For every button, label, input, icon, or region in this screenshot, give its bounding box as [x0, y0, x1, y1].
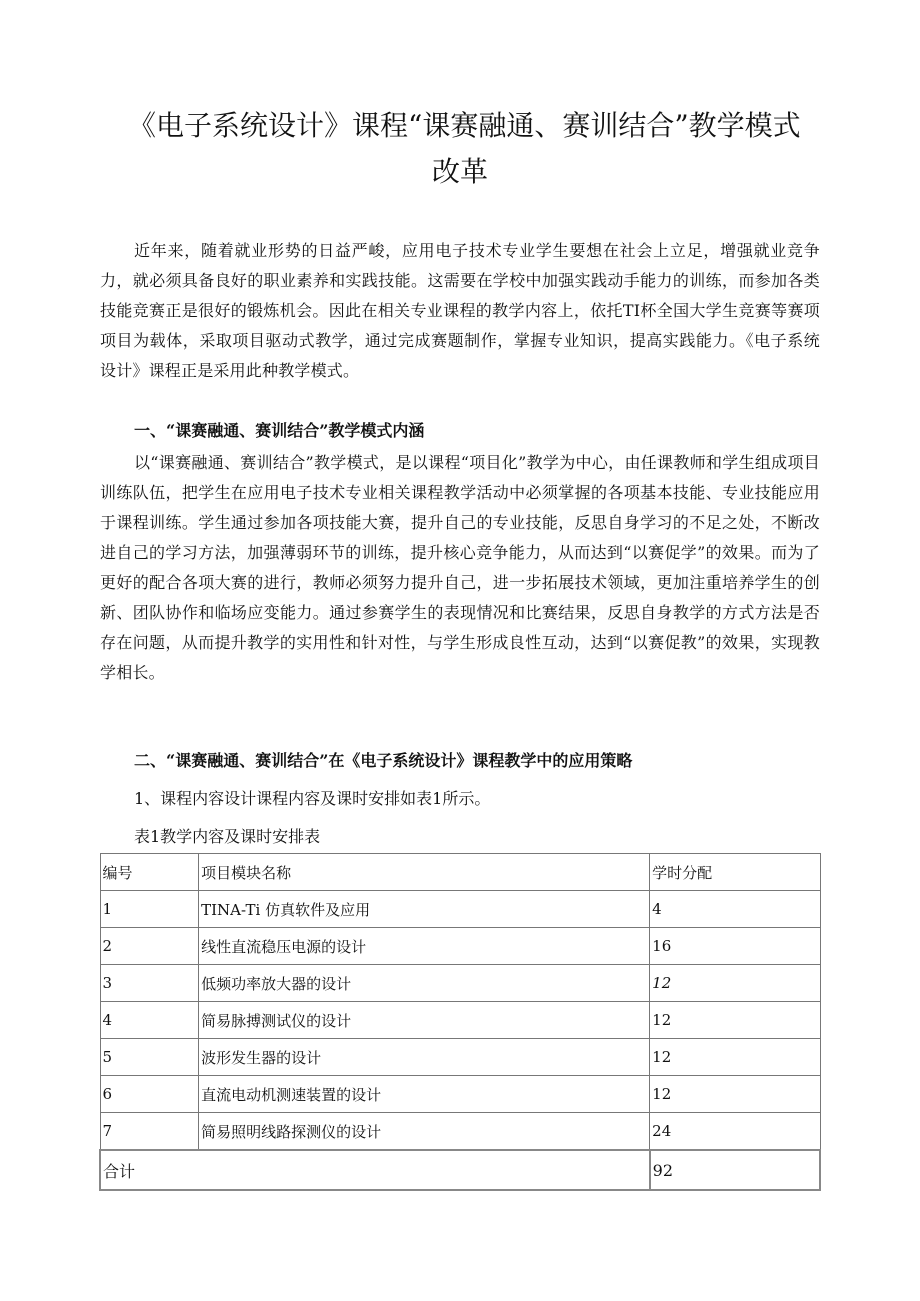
- table-header-row: [100, 854, 820, 891]
- header-hours: 学时分配: [650, 854, 820, 891]
- row-hours: 4: [650, 891, 820, 928]
- row-module-name: 低频功率放大器的设计: [199, 965, 650, 1002]
- table-total-row: [100, 1150, 820, 1190]
- row-number: 5: [100, 1039, 199, 1076]
- header-number: 编号: [100, 854, 199, 891]
- row-hours: 12: [650, 1076, 820, 1113]
- course-design-line: 1、课程内容设计课程内容及课时安排如表1所示。: [134, 789, 491, 808]
- row-module-name: 简易脉搏测试仪的设计: [199, 1002, 650, 1039]
- table-caption: 表1教学内容及课时安排表: [134, 827, 321, 846]
- row-number: 6: [100, 1076, 199, 1113]
- table-row: [100, 1076, 820, 1113]
- row-hours: 12: [650, 1039, 820, 1076]
- row-hours: 12: [650, 965, 820, 1002]
- row-number: 3: [100, 965, 199, 1002]
- row-hours: 12: [650, 1002, 820, 1039]
- intro-paragraph: 近年来，随着就业形势的日益严峻，应用电子技术专业学生要想在社会上立足，增强就业竞争力，就必须具备良好的职业素养和实践技能。这需要在学校中加强实践动手能力的训练，而参加各类技能竞赛正是很好的锻炼机会。因此在相关专业课程的教学内容上，依托TI杯全国大学生竞赛等赛项项目为载体，采取项目驱动式教学，通过完成赛题制作，掌握专业知识，提高实践能力。《电子系统设计》课程正是采用此种教学模式。: [100, 241, 820, 380]
- total-label: 合计: [100, 1150, 650, 1190]
- row-number: 7: [100, 1113, 199, 1151]
- row-module-name: 线性直流稳压电源的设计: [199, 928, 650, 965]
- table-row: [100, 928, 820, 965]
- section1-heading: 一、“课赛融通、赛训结合”教学模式内涵: [134, 421, 425, 440]
- row-number: 2: [100, 928, 199, 965]
- row-number: 1: [100, 891, 199, 928]
- table-row: [100, 1039, 820, 1076]
- document-title-line2: 改革: [431, 155, 488, 188]
- total-value: 92: [650, 1150, 820, 1190]
- row-hours: 16: [650, 928, 820, 965]
- table-row: [100, 1113, 820, 1151]
- row-module-name: 直流电动机测速装置的设计: [199, 1076, 650, 1113]
- table-row: [100, 1002, 820, 1039]
- row-module-name: 波形发生器的设计: [199, 1039, 650, 1076]
- row-hours: 24: [650, 1113, 820, 1151]
- table-row: [100, 891, 820, 928]
- row-module-name: 简易照明线路探测仪的设计: [199, 1113, 650, 1151]
- row-number: 4: [100, 1002, 199, 1039]
- course-schedule-table: [99, 853, 821, 1191]
- section2-heading: 二、“课赛融通、赛训结合”在《电子系统设计》课程教学中的应用策略: [134, 751, 633, 770]
- table-row: [100, 965, 820, 1002]
- row-module-name: TINA-Ti 仿真软件及应用: [199, 891, 650, 928]
- header-module-name: 项目模块名称: [199, 854, 650, 891]
- document-title-line1: 《电子系统设计》课程“课赛融通、赛训结合”教学模式: [128, 109, 801, 142]
- section1-paragraph: 以“课赛融通、赛训结合”教学模式，是以课程“项目化”教学为中心，由任课教师和学生组成项目训练队伍，把学生在应用电子技术专业相关课程教学活动中必须掌握的各项基本技能、专业技能应用于课程训练。学生通过参加各项技能大赛，提升自己的专业技能，反思自身学习的不足之处，不断改进自己的学习方法，加强薄弱环节的训练，提升核心竞争能力，从而达到“以赛促学”的效果。而为了更好的配合各项大赛的进行，教师必须努力提升自己，进一步拓展技术领域，更加注重培养学生的创新、团队协作和临场应变能力。通过参赛学生的表现情况和比赛结果，反思自身教学的方式方法是否存在问题，从而提升教学的实用性和针对性，与学生形成良性互动，达到“以赛促教”的效果，实现教学相长。: [100, 453, 820, 682]
